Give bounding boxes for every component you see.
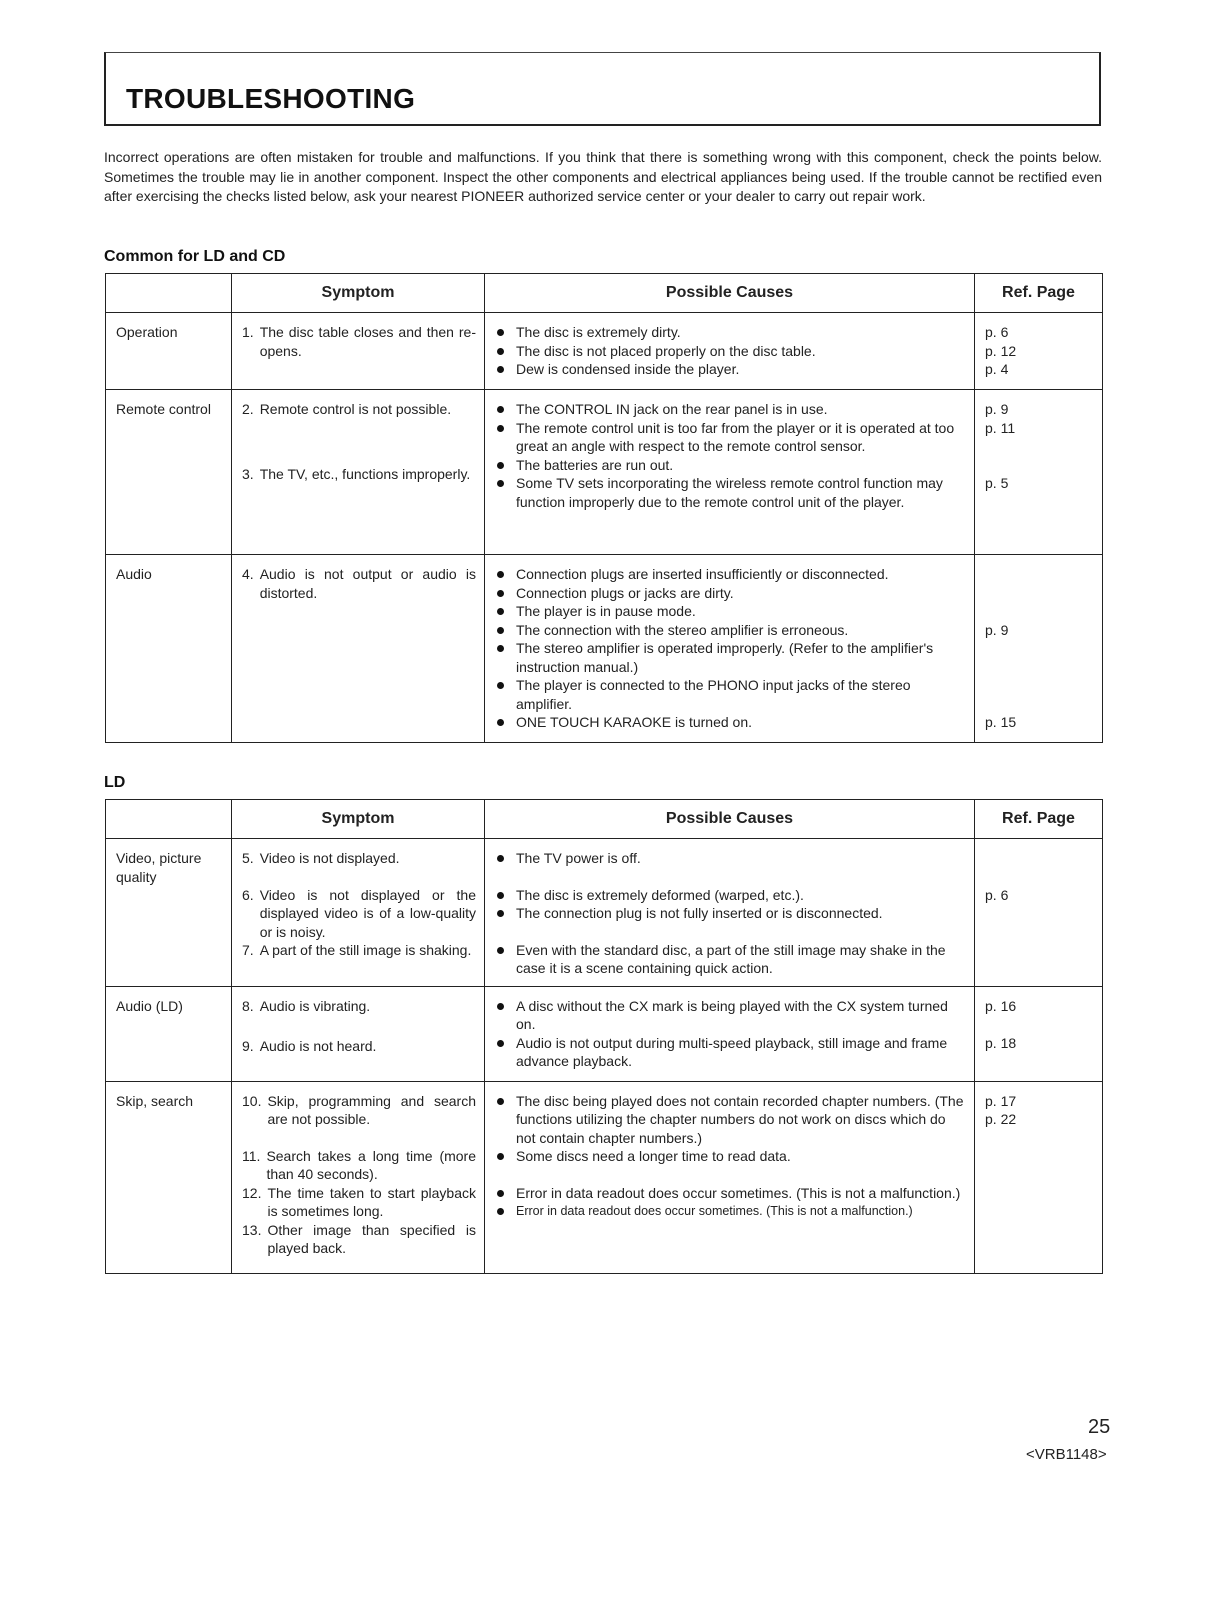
bullet-icon bbox=[497, 855, 504, 862]
header-symptom: Symptom bbox=[232, 274, 485, 313]
table-row bbox=[106, 390, 1103, 555]
ref-cell bbox=[975, 390, 1103, 555]
ref-page: p. 6 bbox=[985, 324, 1009, 340]
bullet-icon bbox=[497, 1190, 504, 1197]
bullet-icon bbox=[497, 682, 504, 689]
symptom-item: 4. Audio is not output or audio is distorted. bbox=[242, 566, 476, 601]
ref-cell bbox=[975, 986, 1103, 1081]
symptom-item: 9. Audio is not heard. bbox=[242, 1038, 377, 1054]
ref-page: p. 9 bbox=[985, 401, 1009, 417]
cause-item: The player is connected to the PHONO input jacks of the stereo amplifier. bbox=[495, 676, 966, 713]
ref-page: p. 4 bbox=[985, 361, 1009, 377]
category-cell: Remote control bbox=[106, 390, 232, 555]
bullet-icon bbox=[497, 645, 504, 652]
bullet-icon bbox=[497, 719, 504, 726]
cause-item: Connection plugs or jacks are dirty. bbox=[495, 584, 966, 603]
symptom-item: 12. The time taken to start playback is sometimes long. bbox=[242, 1184, 476, 1219]
category-cell: Audio bbox=[106, 555, 232, 743]
bullet-icon bbox=[497, 947, 504, 954]
ld-troubleshooting-table bbox=[105, 799, 1103, 1274]
ref-page: p. 16 bbox=[985, 997, 1017, 1014]
causes-cell bbox=[485, 839, 975, 987]
bullet-icon bbox=[497, 1208, 504, 1215]
symptom-cell bbox=[232, 839, 485, 987]
header-ref-page: Ref. Page bbox=[975, 274, 1103, 313]
ref-page: p. 17 bbox=[985, 1092, 1017, 1109]
bullet-icon bbox=[497, 1153, 504, 1160]
cause-item: The disc is extremely deformed (warped, etc.). bbox=[495, 886, 966, 905]
bullet-icon bbox=[497, 348, 504, 355]
cause-item: Error in data readout does occur sometimes. (This is not a malfunction.) bbox=[495, 1184, 966, 1203]
header-ref-page: Ref. Page bbox=[975, 800, 1103, 839]
causes-cell bbox=[485, 390, 975, 555]
bullet-icon bbox=[497, 571, 504, 578]
cause-item: A disc without the CX mark is being played with the CX system turned on. bbox=[495, 997, 966, 1034]
cause-item: The CONTROL IN jack on the rear panel is in use. bbox=[495, 400, 966, 419]
common-troubleshooting-table bbox=[105, 273, 1103, 743]
cause-item: The batteries are run out. bbox=[495, 456, 966, 475]
causes-cell bbox=[485, 1081, 975, 1273]
category-cell: Operation bbox=[106, 313, 232, 390]
ref-page: p. 12 bbox=[985, 342, 1017, 359]
ref-page: p. 22 bbox=[985, 1111, 1017, 1127]
cause-item: Dew is condensed inside the player. bbox=[495, 360, 966, 379]
ref-page: p. 15 bbox=[985, 714, 1017, 730]
ref-cell bbox=[975, 555, 1103, 743]
bullet-icon bbox=[497, 406, 504, 413]
cause-item: Error in data readout does occur sometimes. (This is not a malfunction.) bbox=[495, 1202, 966, 1221]
document-code: <VRB1148> bbox=[1026, 1446, 1107, 1463]
cause-item: Audio is not output during multi-speed playback, still image and frame advance playback. bbox=[495, 1034, 966, 1071]
ref-cell bbox=[975, 1081, 1103, 1273]
symptom-item: 11. Search takes a long time (more than 40 seconds). bbox=[242, 1147, 476, 1182]
category-cell: Audio (LD) bbox=[106, 986, 232, 1081]
symptom-cell bbox=[232, 1081, 485, 1273]
ref-page: p. 9 bbox=[985, 621, 1009, 638]
cause-item: Even with the standard disc, a part of the still image may shake in the case it is a scene containing quick action. bbox=[495, 941, 966, 978]
section-heading-common: Common for LD and CD bbox=[104, 248, 286, 265]
cause-item: The TV power is off. bbox=[495, 849, 966, 868]
bullet-icon bbox=[497, 462, 504, 469]
bullet-icon bbox=[497, 329, 504, 336]
bullet-icon bbox=[497, 1098, 504, 1105]
bullet-icon bbox=[497, 627, 504, 634]
table-row bbox=[106, 1081, 1103, 1273]
page-title: TROUBLESHOOTING bbox=[126, 83, 416, 114]
symptom-cell bbox=[232, 555, 485, 743]
symptom-item: 5. Video is not displayed. bbox=[242, 850, 400, 866]
bullet-icon bbox=[497, 480, 504, 487]
symptom-cell bbox=[232, 390, 485, 555]
cause-item: The disc is extremely dirty. bbox=[495, 323, 966, 342]
symptom-item: 13. Other image than specified is played back. bbox=[242, 1221, 476, 1256]
ref-cell bbox=[975, 313, 1103, 390]
symptom-item: 8. Audio is vibrating. bbox=[242, 997, 371, 1014]
table-header-row bbox=[106, 274, 1103, 313]
bullet-icon bbox=[497, 1040, 504, 1047]
ref-page: p. 6 bbox=[985, 887, 1009, 903]
intro-paragraph: Incorrect operations are often mistaken for trouble and malfunctions. If you think that there is something wrong with this component, check the points below. Sometimes the trouble may lie in another component. Inspect the other components and electrical appliances being used. If the trouble cannot be rectified even after exercising the checks listed below, ask your nearest PIONEER authorized service center or your dealer to carry out repair work. bbox=[104, 149, 1102, 204]
cause-item: The disc is not placed properly on the disc table. bbox=[495, 342, 966, 361]
table-header-row bbox=[106, 800, 1103, 839]
cause-item: Some discs need a longer time to read data. bbox=[495, 1147, 966, 1166]
symptom-item: 2. Remote control is not possible. bbox=[242, 401, 452, 417]
cause-item: The stereo amplifier is operated improperly. (Refer to the amplifier's instruction manual.) bbox=[495, 639, 966, 676]
table-row bbox=[106, 313, 1103, 390]
header-possible-causes: Possible Causes bbox=[485, 274, 975, 313]
symptom-item: 1. The disc table closes and then re-opens. bbox=[242, 324, 476, 359]
symptom-cell bbox=[232, 313, 485, 390]
cause-item: The connection plug is not fully inserted or is disconnected. bbox=[495, 904, 966, 923]
cause-item: The connection with the stereo amplifier is erroneous. bbox=[495, 621, 966, 640]
cause-item: The disc being played does not contain recorded chapter numbers. (The functions utilizing the chapter numbers do not work on discs which do not contain chapter numbers.) bbox=[495, 1092, 966, 1148]
cause-item: The remote control unit is too far from the player or it is operated at too great an angle with respect to the remote control sensor. bbox=[495, 419, 966, 456]
header-symptom: Symptom bbox=[232, 800, 485, 839]
causes-cell bbox=[485, 986, 975, 1081]
ref-cell bbox=[975, 839, 1103, 987]
bullet-icon bbox=[497, 590, 504, 597]
ref-page: p. 5 bbox=[985, 475, 1009, 491]
category-cell: Video, picture quality bbox=[106, 839, 232, 987]
title-box bbox=[104, 52, 1101, 126]
ref-page: p. 11 bbox=[985, 419, 1016, 436]
bullet-icon bbox=[497, 366, 504, 373]
table-row bbox=[106, 555, 1103, 743]
table-row bbox=[106, 986, 1103, 1081]
bullet-icon bbox=[497, 1003, 504, 1010]
header-blank bbox=[106, 800, 232, 839]
symptom-item: 7. A part of the still image is shaking. bbox=[242, 942, 472, 958]
cause-item: ONE TOUCH KARAOKE is turned on. bbox=[495, 713, 966, 732]
symptom-cell bbox=[232, 986, 485, 1081]
cause-item: Connection plugs are inserted insufficiently or disconnected. bbox=[495, 565, 966, 584]
bullet-icon bbox=[497, 425, 504, 432]
bullet-icon bbox=[497, 910, 504, 917]
page-number: 25 bbox=[1088, 1416, 1111, 1438]
symptom-item: 6. Video is not displayed or the displayed video is of a low-quality or is noisy. bbox=[242, 886, 476, 940]
bullet-icon bbox=[497, 608, 504, 615]
header-possible-causes: Possible Causes bbox=[485, 800, 975, 839]
symptom-item: 3. The TV, etc., functions improperly. bbox=[242, 465, 471, 482]
bullet-icon bbox=[497, 892, 504, 899]
table-row bbox=[106, 839, 1103, 987]
cause-item: Some TV sets incorporating the wireless remote control function may function improperly due to the remote control unit of the player. bbox=[495, 474, 966, 511]
cause-item: The player is in pause mode. bbox=[495, 602, 966, 621]
section-heading-ld: LD bbox=[104, 774, 126, 791]
header-blank bbox=[106, 274, 232, 313]
symptom-item: 10. Skip, programming and search are not possible. bbox=[242, 1092, 476, 1127]
causes-cell bbox=[485, 313, 975, 390]
category-cell: Skip, search bbox=[106, 1081, 232, 1273]
causes-cell bbox=[485, 555, 975, 743]
ref-page: p. 18 bbox=[985, 1034, 1017, 1051]
